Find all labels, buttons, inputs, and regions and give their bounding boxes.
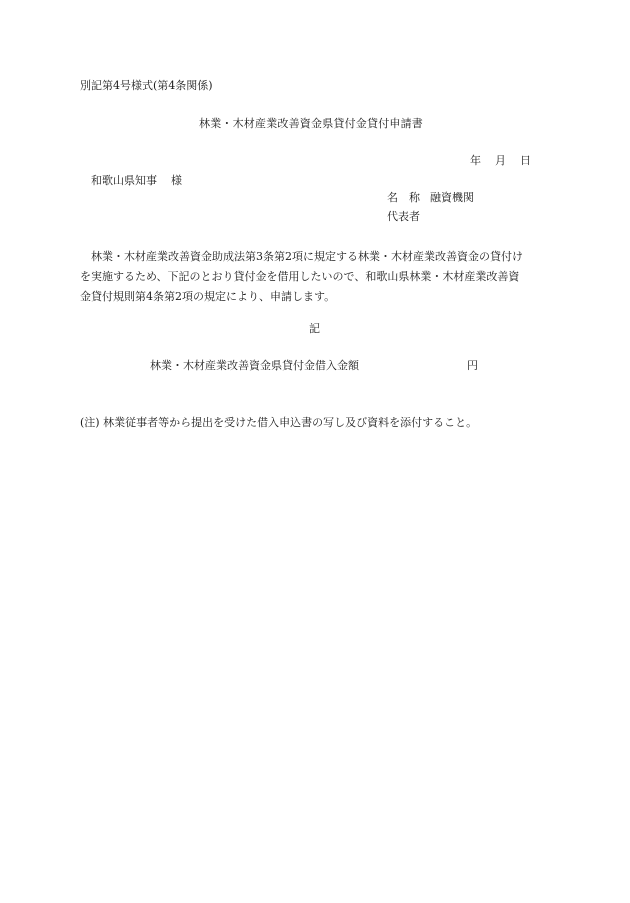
form-label: 別記第4号様式(第4条関係) [80,79,213,92]
note-text: (注) 林業従事者等から提出を受けた借入申込書の写し及び資料を添付すること。 [80,416,478,429]
applicant-representative-label: 代表者 [387,210,420,223]
date-day-label: 日 [520,154,531,167]
record-heading: 記 [309,322,320,335]
date-line [470,154,531,168]
body-line: を実施するため、下記のとおり貸付金を借用したいので、和歌山県林業・木材産業改善資 [80,270,520,283]
addressee-name: 和歌山県知事 [91,174,157,187]
loan-amount-label: 林業・木材産業改善資金県貸付金借入金額 [150,359,359,372]
addressee-honorific: 様 [171,174,182,187]
applicant-name-label: 名 称 [387,191,420,204]
body-line: 金貸付規則第4条第2項の規定により、申請します。 [80,290,336,303]
applicant-name-row [387,191,474,205]
addressee [91,174,182,188]
application-body [80,247,560,307]
applicant-name-value: 融資機関 [430,191,474,204]
date-month-label: 月 [495,154,506,167]
document-title: 林業・木材産業改善資金県貸付金貸付申請書 [199,117,423,130]
date-year-label: 年 [470,154,481,167]
body-line: 林業・木材産業改善資金助成法第3条第2項に規定する林業・木材産業改善資金の貸付け [80,250,523,263]
loan-amount-unit: 円 [467,359,478,372]
